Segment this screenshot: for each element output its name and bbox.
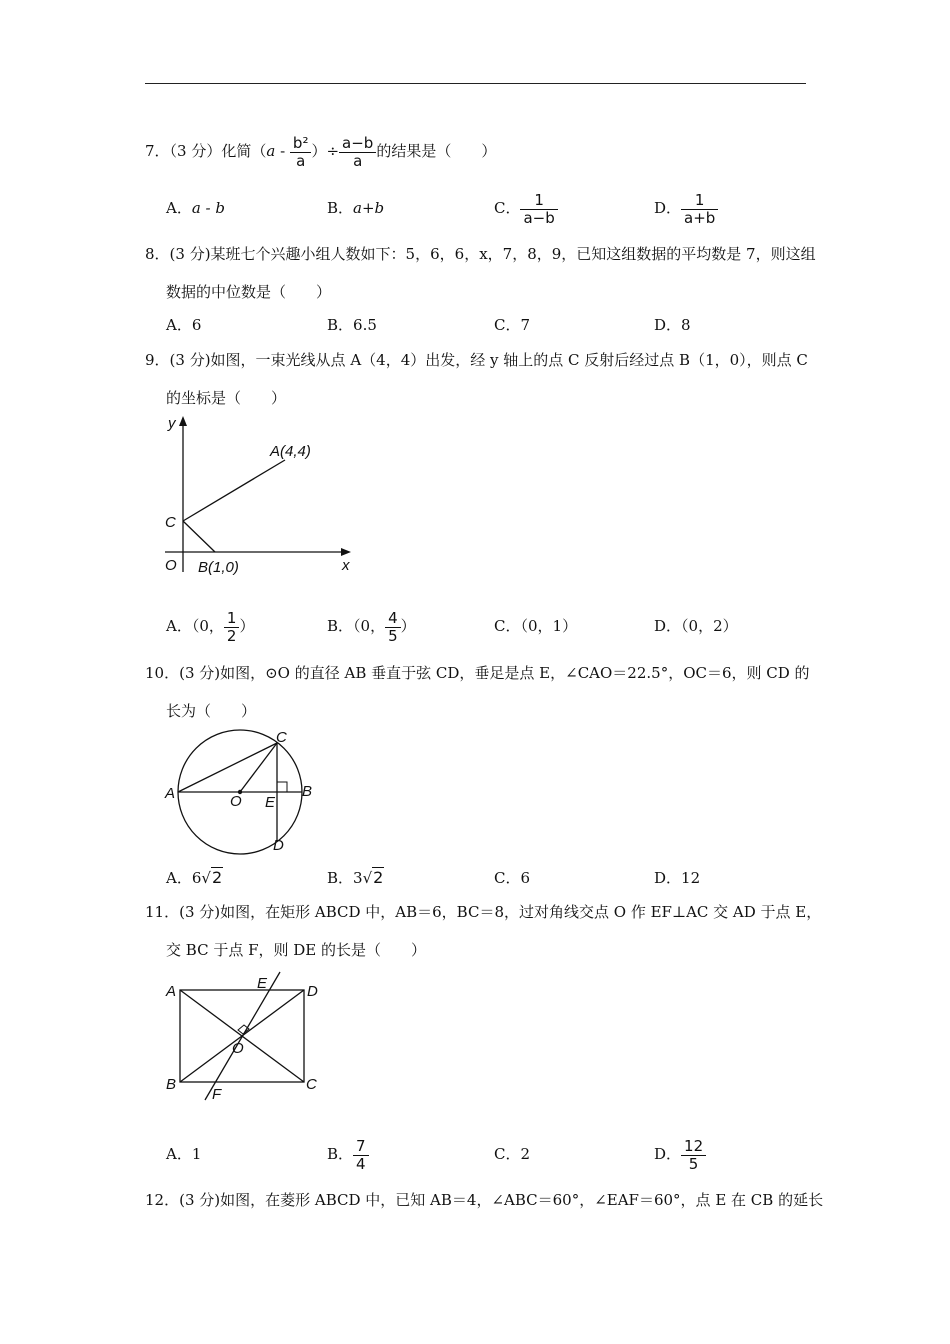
q9-coordinate-figure [160,410,360,580]
q7-opt-a-label: A． [166,199,192,217]
q10-option-a[interactable] [166,868,223,888]
q9-option-a[interactable] [166,604,254,648]
q11-label-f: F [212,1086,222,1103]
q7-opt-d-label: D． [654,199,682,217]
question-9-line-1: 9．(3 分)如图，一束光线从点 A（4，4）出发，经 y 轴上的点 C 反射后经过点 B（1，0），则点 C [145,351,808,369]
q10-label-b: B [302,783,313,800]
q11-opt-d-num: 12 [681,1138,706,1156]
q11-opt-b-label: B． [327,1145,354,1163]
q7-opt-c-num: 1 [520,192,557,210]
q10-circle-figure [160,726,330,858]
question-9-line-2: 的坐标是（ ） [166,389,287,407]
q11-label-o: O [232,1040,244,1057]
question-8-line-1: 8．(3 分)某班七个兴趣小组人数如下：5，6，6，x，7，8，9，已知这组数据的平均数是 7，则这组 [145,245,816,263]
q7-fraction-b2-over-a [290,135,312,170]
q8-option-a[interactable]: A．6 [166,316,202,334]
q9-option-d[interactable]: D．（0，2） [654,617,738,635]
q7-option-d[interactable] [654,188,718,228]
q8-option-d[interactable]: D．8 [654,316,691,334]
y-axis-arrow-icon [179,416,187,426]
q7-opt-c-fraction [520,192,557,227]
q11-option-a[interactable]: A．1 [166,1145,202,1163]
q11-option-c[interactable]: C．2 [494,1145,531,1163]
q7-option-c[interactable] [494,188,558,228]
q10-opt-a-label: A．6 [166,869,202,887]
q9-option-c[interactable]: C．（0，1） [494,617,578,635]
ray-ac [183,460,285,521]
q7-option-a[interactable] [166,198,225,218]
q7-minus: - [275,142,290,160]
point-a-label: A(4,4) [270,443,311,460]
point-c-label: C [165,514,176,531]
q7-var-a: a [266,142,276,160]
q10-option-c[interactable]: C．6 [494,869,531,887]
x-axis-label: x [342,557,350,574]
q9-opt-b-num: 4 [385,610,401,628]
q7-option-b[interactable] [327,198,384,218]
question-10-line-1: 10．(3 分)如图，⊙O 的直径 AB 垂直于弦 CD，垂足是点 E，∠CAO＝22.5°，OC＝6，则 CD 的 [145,664,810,682]
q11-option-b[interactable] [327,1132,369,1176]
q7-frac1-den: a [296,151,306,170]
q11-opt-b-num: 7 [353,1138,369,1156]
point-b-label: B(1,0) [198,559,239,576]
q10-label-c: C [276,729,287,746]
q9-opt-a-close: ） [239,617,255,635]
q7-opt-b-text: a+b [353,199,385,217]
segment-ac [178,743,277,792]
q7-opt-b-label: B． [327,199,354,217]
header-rule [145,83,806,84]
right-angle-mark-icon [277,782,287,792]
q11-label-a: A [166,983,177,1000]
q11-label-d: D [307,983,318,1000]
q10-option-b[interactable] [327,868,384,888]
q9-opt-b-fraction [385,610,401,645]
q9-opt-a-num: 1 [224,610,240,628]
q7-frac1-num: b² [290,135,312,153]
q11-label-c: C [306,1076,317,1093]
q11-opt-b-den: 4 [356,1154,366,1173]
ray-cb [183,521,215,552]
q8-option-b[interactable]: B．6.5 [327,316,377,334]
q10-option-d[interactable]: D．12 [654,869,701,887]
question-10-line-2: 长为（ ） [166,702,257,720]
q11-opt-d-den: 5 [688,1154,699,1173]
q9-option-b[interactable] [327,604,416,648]
q10-opt-b-radicand: 2 [373,868,384,887]
q10-opt-b-label: B．3 [327,869,363,887]
q11-label-b: B [166,1076,177,1093]
x-axis-arrow-icon [341,548,351,556]
q10-label-e: E [265,794,276,811]
question-7-stem [145,134,496,170]
q11-label-e: E [257,975,268,992]
q9-opt-b-close: ） [400,617,416,635]
q7-opt-d-num: 1 [681,192,718,210]
q8-option-c[interactable]: C．7 [494,316,531,334]
line-ef [205,972,280,1100]
q7-prefix: 7．（3 分）化简（ [145,142,267,160]
q7-frac2-num: a−b [339,135,376,153]
q10-opt-b-sqrt: √2 [362,868,384,887]
q10-label-a: A [165,785,176,802]
q10-opt-a-radicand: 2 [211,868,223,887]
q7-opt-c-den: a−b [523,208,555,227]
q7-opt-c-label: C． [494,199,521,217]
q11-option-d[interactable] [654,1132,706,1176]
question-11-line-1: 11．(3 分)如图，在矩形 ABCD 中，AB＝6，BC＝8，过对角线交点 O 作 EF⊥AC 交 AD 于点 E， [145,903,822,921]
q7-close: ）÷ [311,142,340,160]
q9-opt-b-den: 5 [388,626,398,645]
q7-opt-d-fraction [681,192,718,227]
q9-opt-a-fraction [224,610,240,645]
q10-opt-a-sqrt: √2 [201,868,223,887]
y-axis-label: y [168,415,176,432]
origin-label: O [165,557,177,574]
q9-opt-a-label: A．（0， [166,617,224,635]
q11-opt-d-label: D． [654,1145,682,1163]
q9-opt-a-den: 2 [226,626,237,645]
q7-frac2-den: a [353,151,363,170]
segment-oc [240,743,277,792]
q11-opt-d-fraction [681,1138,706,1173]
q11-opt-b-fraction [353,1138,369,1173]
q9-opt-b-label: B．（0， [327,617,386,635]
q10-label-d: D [273,837,284,854]
q11-rectangle-figure [160,968,330,1103]
question-12-line-1: 12．(3 分)如图，在菱形 ABCD 中，已知 AB＝4，∠ABC＝60°，∠EAF＝60°，点 E 在 CB 的延长 [145,1191,824,1209]
q10-label-o: O [230,793,242,810]
q7-opt-d-den: a+b [684,208,716,227]
q7-suffix: 的结果是（ ） [376,142,497,160]
question-8-line-2: 数据的中位数是（ ） [166,283,332,301]
q7-opt-a-text: a - b [191,199,225,217]
question-11-line-2: 交 BC 于点 F，则 DE 的长是（ ） [166,941,427,959]
q7-fraction-amb-over-a [339,135,376,170]
